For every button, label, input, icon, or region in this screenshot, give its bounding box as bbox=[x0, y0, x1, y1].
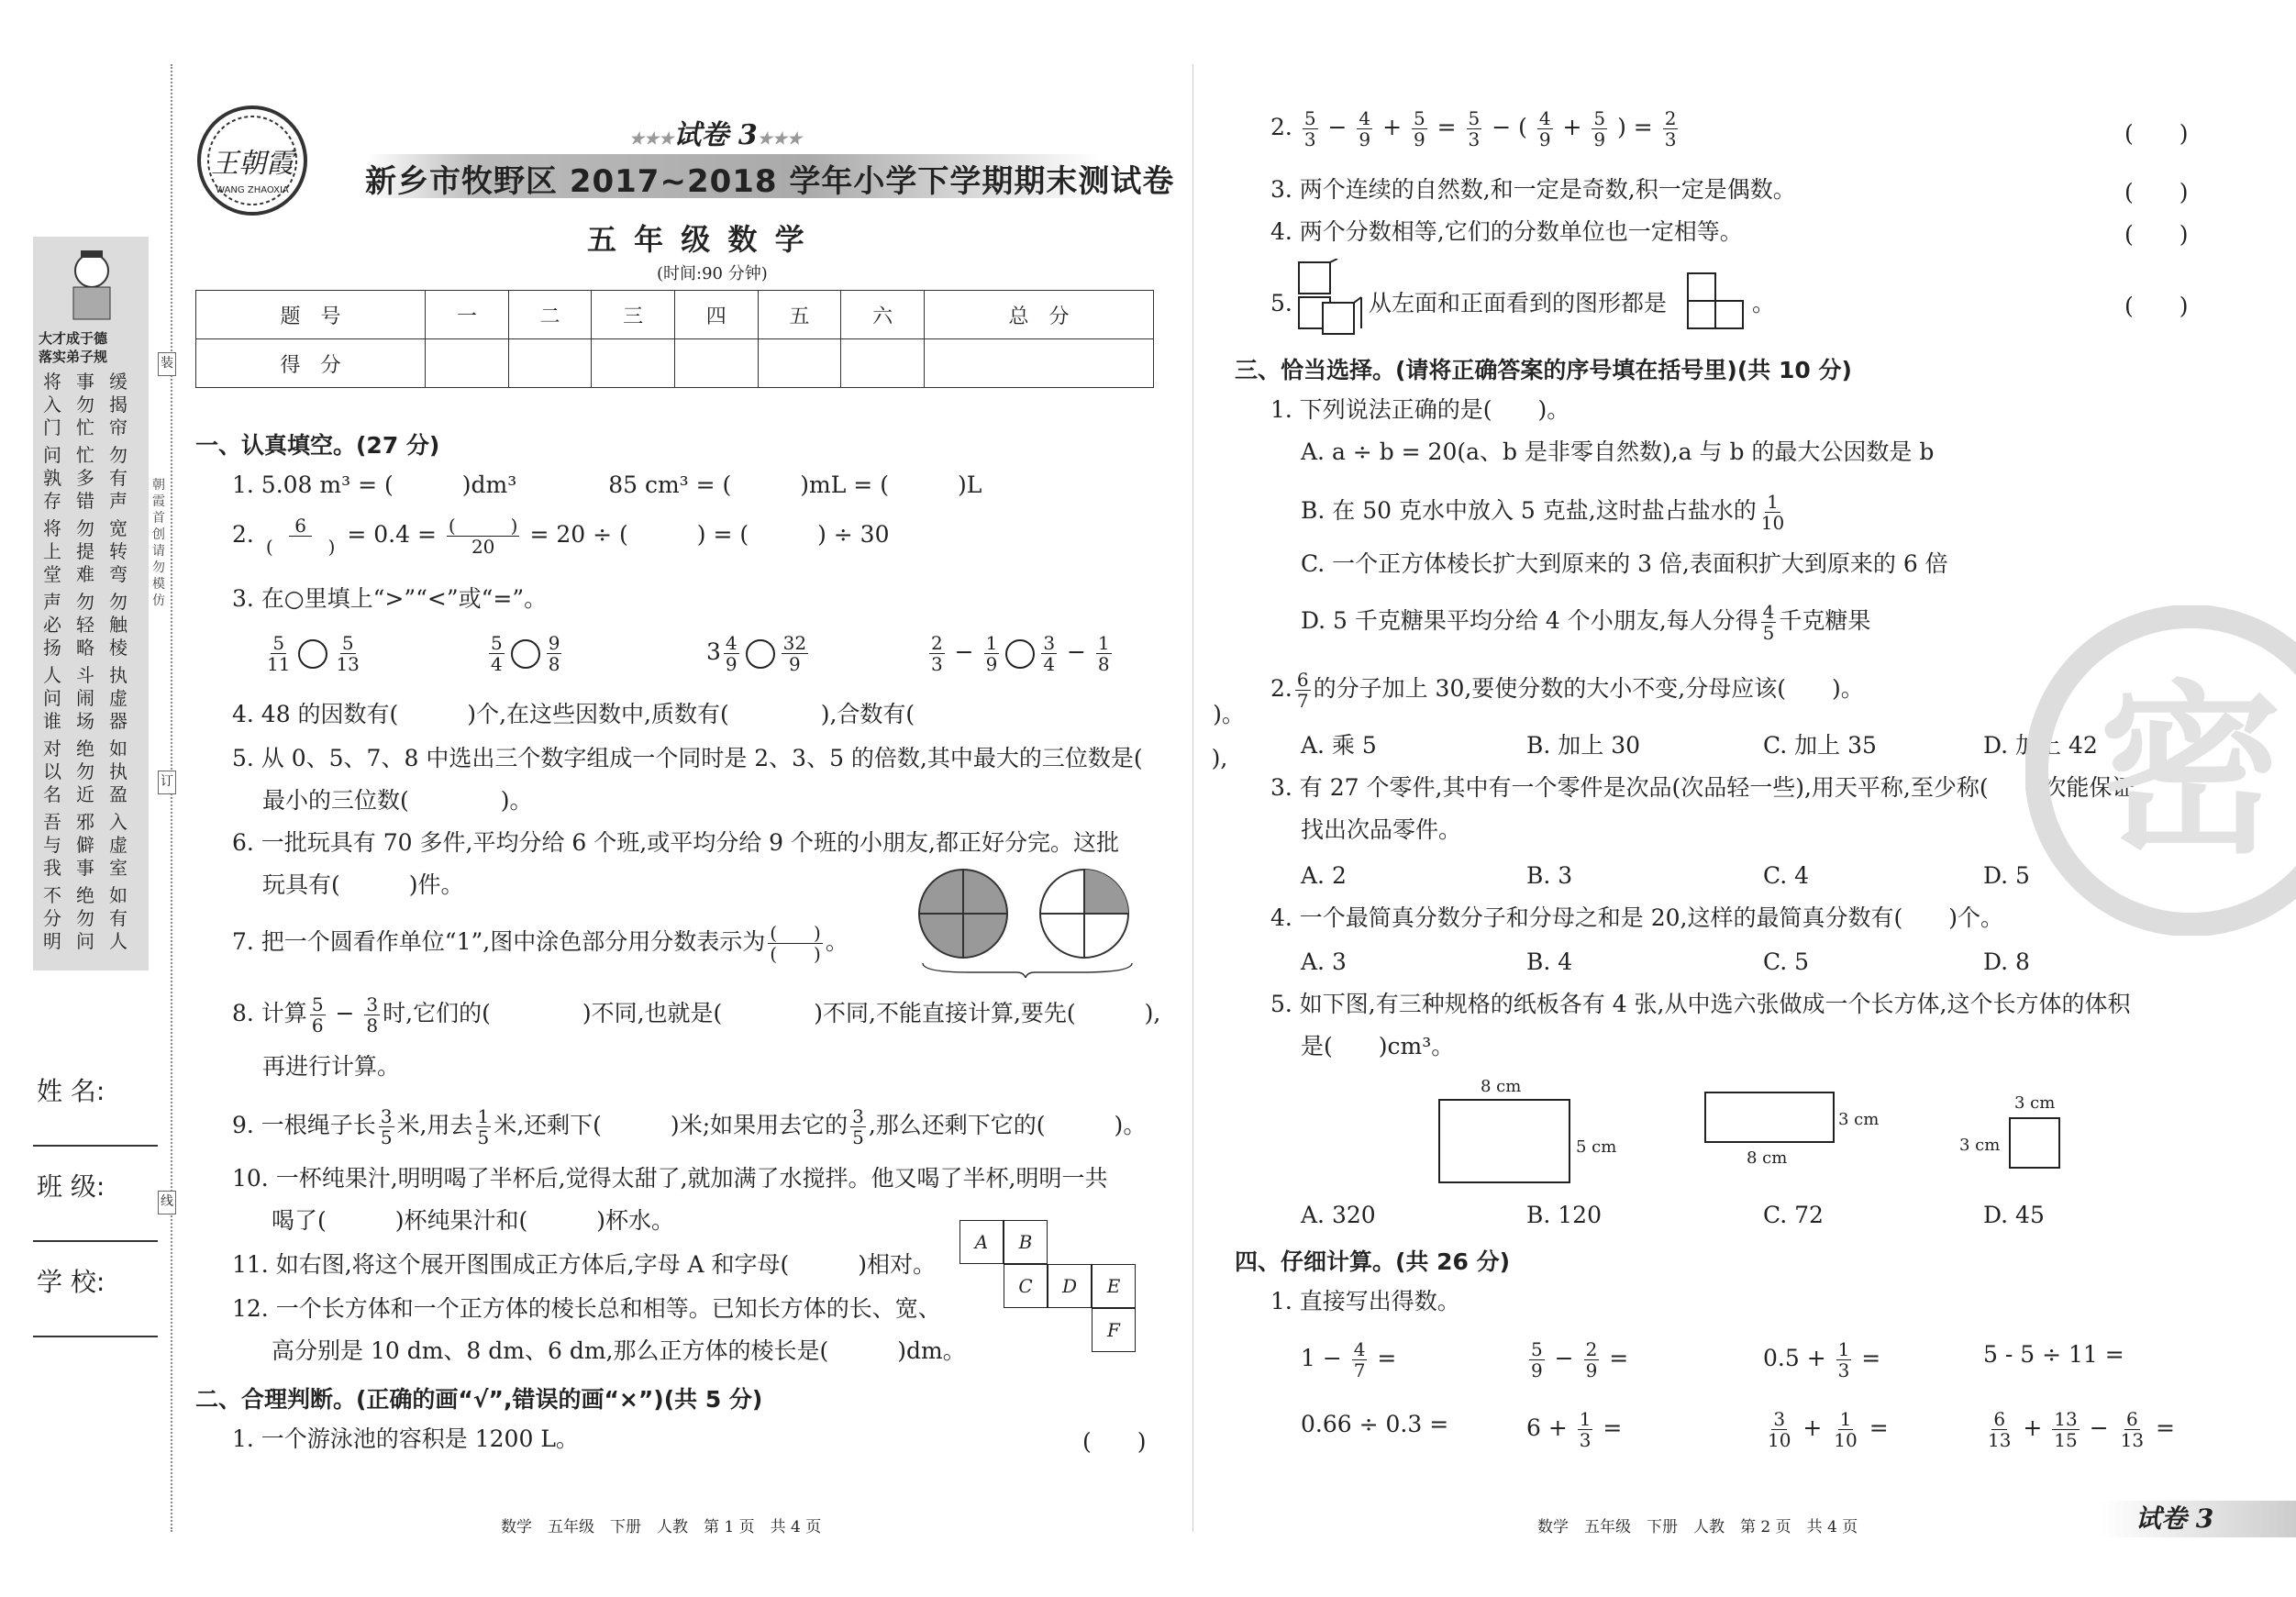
score-header: 题 号 bbox=[196, 291, 426, 339]
s1-q9: 9. 一根绳子长 $\frac{3}{5}$ 米,用去 $\frac{1}{5}$ 米,还剩下( )米;如果用去它的 $\frac{3}{5}$ ,那么还剩下它的( )。 bbox=[232, 1105, 1147, 1148]
s3-q1-option-c: C. 一个正方体棱长扩大到原来的 3 倍,表面积扩大到原来的 6 倍 bbox=[1301, 550, 1948, 577]
s1-q3-compare-4: $\frac{2}{3}$ − $\frac{1}{9}$ $\frac{3}{4}$ − $\frac{1}{8}$ bbox=[931, 632, 1110, 675]
exam-time: (时间:90 分钟) bbox=[657, 264, 768, 283]
school-label: 学 校: bbox=[37, 1267, 105, 1297]
compare-circle[interactable] bbox=[746, 639, 775, 669]
motto-column: 对以名 bbox=[43, 738, 61, 805]
board-8x3-height: 3 cm bbox=[1838, 1110, 1880, 1129]
score-header: 六 bbox=[841, 291, 925, 339]
s3-q4-opt-a: A. 3 bbox=[1301, 948, 1347, 975]
s2-q2-answer[interactable]: ( ) bbox=[2124, 120, 2189, 147]
score-row-label: 得 分 bbox=[196, 339, 426, 388]
s1-q8c: 再进行计算。 bbox=[262, 1053, 401, 1080]
secret-watermark bbox=[2025, 605, 2296, 936]
motto-column: 声必扬 bbox=[43, 591, 61, 659]
motto-column: 勿轻略 bbox=[76, 591, 94, 659]
score-header: 一 bbox=[426, 291, 509, 339]
compare-circle[interactable] bbox=[1005, 639, 1035, 669]
motto-column: 执虚器 bbox=[109, 664, 128, 732]
motto-column: 宽转弯 bbox=[109, 517, 128, 585]
board-8x3-width: 8 cm bbox=[1747, 1148, 1788, 1168]
s4-q1: 1. 直接写出得数。 bbox=[1270, 1288, 1460, 1314]
paper-label: ★★★试卷 3★★★ bbox=[629, 119, 803, 151]
s3-q5-opt-a: A. 320 bbox=[1301, 1202, 1376, 1228]
s3-q4-opt-b: B. 4 bbox=[1526, 948, 1573, 975]
s3-q3a: 3. 有 27 个零件,其中有一个零件是次品(次品轻一些),用天平称,至少称( )次能保证 bbox=[1270, 774, 2135, 801]
s3-q4: 4. 一个最简真分数分子和分母之和是 20,这样的最简真分数有( )个。 bbox=[1270, 904, 2004, 931]
s1-q5b: 最小的三位数( )。 bbox=[262, 787, 533, 814]
s1-q1: 1. 5.08 m³ = ( )dm³ 85 cm³ = ( )mL = ( )L bbox=[232, 471, 982, 498]
compare-circle[interactable] bbox=[298, 639, 327, 669]
school-line[interactable] bbox=[33, 1336, 158, 1337]
s1-q10b: 喝了( )杯纯果汁和( )杯水。 bbox=[272, 1207, 675, 1234]
s1-q11: 11. 如右图,将这个展开图围成正方体后,字母 A 和字母( )相对。 bbox=[232, 1251, 937, 1278]
s2-q3-answer[interactable]: ( ) bbox=[2124, 179, 2189, 205]
net-cell-d: D bbox=[1048, 1264, 1092, 1308]
board-3x3-height: 3 cm bbox=[1959, 1136, 2001, 1155]
board-8x3 bbox=[1704, 1092, 1835, 1143]
calc-4: 5 - 5 ÷ 11 = bbox=[1983, 1341, 2124, 1368]
net-cell-c: C bbox=[1004, 1264, 1048, 1308]
s2-q5-num: 5. bbox=[1270, 290, 1292, 316]
compare-circle[interactable] bbox=[511, 639, 540, 669]
view-shape-figure bbox=[1686, 272, 1750, 336]
motto-column: 入虚室 bbox=[109, 811, 128, 879]
scholar-illustration bbox=[55, 243, 128, 326]
score-header: 三 bbox=[592, 291, 675, 339]
s1-q3-compare-2: $\frac{5}{4}$ $\frac{9}{8}$ bbox=[491, 632, 560, 675]
calc-6: 6 + $\frac{1}{3}$ = bbox=[1526, 1408, 1623, 1451]
score-cell[interactable] bbox=[426, 339, 509, 388]
section-3-title: 三、恰当选择。(请将正确答案的序号填在括号里)(共 10 分) bbox=[1235, 357, 1852, 383]
board-8x5-height: 5 cm bbox=[1576, 1137, 1617, 1157]
calc-1: 1 − $\frac{4}{7}$ = bbox=[1301, 1338, 1397, 1381]
cube-stack-figure bbox=[1295, 259, 1369, 338]
board-3x3-width: 3 cm bbox=[2014, 1093, 2056, 1113]
s3-q2-opt-b: B. 加上 30 bbox=[1526, 732, 1641, 759]
brand-text: 王朝霞 bbox=[211, 148, 294, 180]
motto-column: 人问谁 bbox=[43, 664, 61, 732]
footer-tag: 试卷 3 bbox=[2135, 1503, 2214, 1534]
motto-column: 将入门 bbox=[43, 371, 61, 438]
calc-7: $\frac{3}{10}$ + $\frac{1}{10}$ = bbox=[1768, 1408, 1889, 1451]
motto-column: 如有人 bbox=[109, 884, 128, 952]
seal-char-1: 装 bbox=[158, 352, 176, 376]
sidebar-slogan-1: 大才成于德 bbox=[39, 330, 108, 347]
s3-q3-opt-d: D. 5 bbox=[1983, 862, 2030, 889]
page-title: 新乡市牧野区 2017~2018 学年小学下学期期末测试卷 bbox=[365, 163, 1175, 200]
side-note: 朝霞首创 请勿模仿 bbox=[152, 478, 165, 608]
s3-q4-opt-d: D. 8 bbox=[1983, 948, 2030, 975]
seal-char-3: 线 bbox=[158, 1191, 176, 1214]
s2-q1-answer[interactable]: ( ) bbox=[1082, 1428, 1147, 1455]
motto-column: 忙多错 bbox=[76, 444, 94, 512]
s1-q4: 4. 48 的因数有( )个,在这些因数中,质数有( ),合数有( )。 bbox=[232, 701, 1245, 727]
score-cell[interactable] bbox=[508, 339, 592, 388]
motto-column: 斗闹场 bbox=[76, 664, 94, 732]
brand-sub: WANG ZHAOXIA bbox=[216, 185, 289, 195]
s3-q5-opt-b: B. 120 bbox=[1526, 1202, 1602, 1228]
s1-q5a: 5. 从 0、5、7、8 中选出三个数字组成一个同时是 2、3、5 的倍数,其中最大的三位数是( ), bbox=[232, 745, 1228, 771]
s2-q4: 4. 两个分数相等,它们的分数单位也一定相等。 bbox=[1270, 218, 1743, 245]
section-4-title: 四、仔细计算。(共 26 分) bbox=[1235, 1248, 1511, 1275]
score-header: 二 bbox=[508, 291, 592, 339]
s2-q3: 3. 两个连续的自然数,和一定是奇数,积一定是偶数。 bbox=[1270, 176, 1796, 203]
s1-q3-compare-1: $\frac{5}{11}$ $\frac{5}{13}$ bbox=[267, 632, 360, 675]
s1-q12a: 12. 一个长方体和一个正方体的棱长总和相等。已知长方体的长、宽、 bbox=[232, 1295, 941, 1322]
s3-q5-opt-d: D. 45 bbox=[1983, 1202, 2045, 1228]
circle-diagram bbox=[915, 868, 1154, 978]
calc-3: 0.5 + $\frac{1}{3}$ = bbox=[1763, 1338, 1881, 1381]
binding-line-left bbox=[171, 64, 172, 1532]
calc-2: $\frac{5}{9}$ − $\frac{2}{9}$ = bbox=[1531, 1338, 1629, 1381]
s3-q2: 2. $\frac{6}{7}$ 的分子加上 30,要使分数的大小不变,分母应该( )。 bbox=[1270, 669, 1864, 712]
board-8x5-width: 8 cm bbox=[1481, 1077, 1522, 1096]
s1-q8a: 8. 计算 $\frac{5}{6}$ − $\frac{3}{8}$ 时,它们的( )不同,也就是( )不同,不能直接计算,要先( ), bbox=[232, 993, 1161, 1037]
footer-left: 数学 五年级 下册 人教 第 1 页 共 4 页 bbox=[501, 1518, 822, 1536]
score-header: 四 bbox=[674, 291, 758, 339]
s2-q5: 从左面和正面看到的图形都是 bbox=[1369, 290, 1668, 316]
s1-q3-compare-3: 3 $\frac{4}{9}$ $\frac{32}{9}$ bbox=[706, 632, 807, 675]
s1-q6b: 玩具有( )件。 bbox=[262, 871, 464, 898]
motto-column: 邪僻事 bbox=[76, 811, 94, 879]
s3-q1-option-a: A. a ÷ b = 20(a、b 是非零自然数),a 与 b 的最大公因数是 b bbox=[1301, 438, 1935, 465]
s1-q10a: 10. 一杯纯果汁,明明喝了半杯后,觉得太甜了,就加满了水搅拌。他又喝了半杯,明明一共 bbox=[232, 1165, 1108, 1192]
footer-right: 数学 五年级 下册 人教 第 2 页 共 4 页 bbox=[1537, 1518, 1858, 1536]
motto-column: 缓揭帘 bbox=[109, 371, 128, 438]
motto-column: 勿提难 bbox=[76, 517, 94, 585]
board-3x3 bbox=[2009, 1117, 2060, 1169]
score-header: 总 分 bbox=[924, 291, 1153, 339]
s3-q1-option-d: D. 5 千克糖果平均分给 4 个小朋友,每人分得 $\frac{4}{5}$ 千克糖果 bbox=[1301, 601, 1871, 644]
motto-column: 吾与我 bbox=[43, 811, 61, 879]
s3-q2-opt-c: C. 加上 35 bbox=[1763, 732, 1877, 759]
s3-q3-opt-c: C. 4 bbox=[1763, 862, 1810, 889]
motto-column: 勿有声 bbox=[109, 444, 128, 512]
s3-q2-opt-d: D. 加上 42 bbox=[1983, 732, 2098, 759]
sidebar-slogan-2: 落实弟子规 bbox=[39, 349, 108, 365]
net-cell-e: E bbox=[1092, 1264, 1136, 1308]
page-divider bbox=[1192, 64, 1193, 1532]
s1-q2: 2. $\frac{6}{( )}$ = 0.4 = $\frac{( )}{20}$ = 20 ÷ ( ) = ( ) ÷ 30 bbox=[232, 515, 890, 558]
score-header: 五 bbox=[758, 291, 841, 339]
score-cell[interactable] bbox=[924, 339, 1153, 388]
calc-5: 0.66 ÷ 0.3 = bbox=[1301, 1411, 1449, 1437]
motto-column: 事勿忙 bbox=[76, 371, 94, 438]
name-label: 姓 名: bbox=[37, 1076, 105, 1106]
score-cell[interactable] bbox=[674, 339, 758, 388]
motto-column: 绝勿近 bbox=[76, 738, 94, 805]
s1-q3: 3. 在○里填上“>”“<”或“=”。 bbox=[232, 585, 548, 612]
subject-title: 五 年 级 数 学 bbox=[587, 222, 808, 257]
s3-q1-option-b: B. 在 50 克水中放入 5 克盐,这时盐占盐水的 $\frac{1}{10}$ bbox=[1301, 491, 1785, 534]
s1-q6a: 6. 一批玩具有 70 多件,平均分给 6 个班,或平均分给 9 个班的小朋友,都正好分完。这批 bbox=[232, 829, 1119, 856]
score-table bbox=[195, 290, 1154, 388]
s3-q3b: 找出次品零件。 bbox=[1301, 816, 1462, 843]
s1-q7: 7. 把一个圆看作单位“1”,图中涂色部分用分数表示为 $\frac{( )}{( )}$ 。 bbox=[232, 922, 849, 965]
motto-column: 问孰存 bbox=[43, 444, 61, 512]
calc-8: $\frac{6}{13}$ + $\frac{13}{15}$ − $\frac{6}{13}$ = bbox=[1988, 1408, 2175, 1451]
s3-q5-opt-c: C. 72 bbox=[1763, 1202, 1824, 1228]
net-cell-b: B bbox=[1004, 1220, 1048, 1264]
motto-column: 不分明 bbox=[43, 884, 61, 952]
net-cell-f: F bbox=[1092, 1308, 1136, 1352]
s2-q1: 1. 一个游泳池的容积是 1200 L。 bbox=[232, 1425, 579, 1452]
s3-q5b: 是( )cm³。 bbox=[1301, 1033, 1455, 1059]
section-1-title: 一、认真填空。(27 分) bbox=[195, 432, 440, 459]
class-line[interactable] bbox=[33, 1240, 158, 1242]
motto-column: 勿触棱 bbox=[109, 591, 128, 659]
score-cell[interactable] bbox=[841, 339, 925, 388]
seal-char-2: 订 bbox=[158, 771, 176, 794]
motto-column: 将上堂 bbox=[43, 517, 61, 585]
s2-q2: 2. $\frac{5}{3}$ − $\frac{4}{9}$ + $\frac{5}{9}$ = $\frac{5}{3}$ − ( $\frac{4}{9}$ + $\frac{5}{9}$ ) = $\frac{2}{3}$ bbox=[1270, 107, 1677, 150]
s3-q5a: 5. 如下图,有三种规格的纸板各有 4 张,从中选六张做成一个长方体,这个长方体的体积 bbox=[1270, 991, 2131, 1017]
s3-q2-opt-a: A. 乘 5 bbox=[1301, 732, 1377, 759]
name-line[interactable] bbox=[33, 1145, 158, 1147]
s2-q5-answer[interactable]: ( ) bbox=[2124, 293, 2189, 319]
board-8x5 bbox=[1438, 1099, 1570, 1183]
watermark-char: 密 bbox=[2098, 665, 2283, 879]
s3-q3-opt-a: A. 2 bbox=[1301, 862, 1347, 889]
s3-q4-opt-c: C. 5 bbox=[1763, 948, 1810, 975]
brand-logo bbox=[193, 101, 312, 220]
s1-q12b: 高分别是 10 dm、8 dm、6 dm,那么正方体的棱长是( )dm。 bbox=[272, 1337, 966, 1364]
s3-q1: 1. 下列说法正确的是( )。 bbox=[1270, 396, 1570, 423]
motto-column: 如执盈 bbox=[109, 738, 128, 805]
s2-q4-answer[interactable]: ( ) bbox=[2124, 221, 2189, 248]
net-cell-a: A bbox=[959, 1220, 1004, 1264]
class-label: 班 级: bbox=[37, 1171, 105, 1202]
s2-q5-end: 。 bbox=[1752, 290, 1776, 316]
s3-q3-opt-b: B. 3 bbox=[1526, 862, 1573, 889]
motto-column: 绝勿问 bbox=[76, 884, 94, 952]
section-2-title: 二、合理判断。(正确的画“√”,错误的画“×”)(共 5 分) bbox=[195, 1386, 763, 1413]
score-cell[interactable] bbox=[758, 339, 841, 388]
score-cell[interactable] bbox=[592, 339, 675, 388]
